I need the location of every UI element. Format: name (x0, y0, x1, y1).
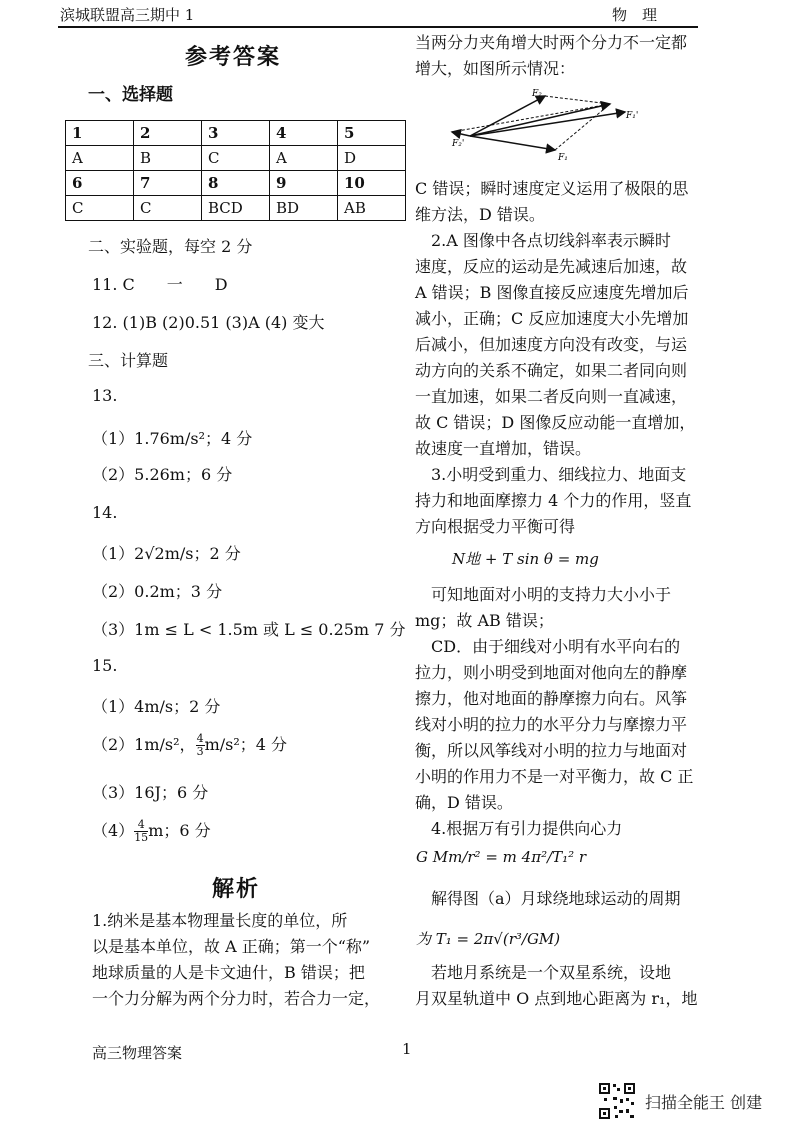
table-row (66, 171, 406, 196)
qr-code-icon (598, 1082, 636, 1120)
table-cell: 1 (66, 121, 134, 146)
q13-answer-2: （2）5.26m；6 分 (92, 465, 233, 484)
formula-gravitation: G Mm/r² = m 4π²/T₁² r (416, 848, 587, 866)
table-cell: 2 (134, 121, 202, 146)
table-cell: A (66, 146, 134, 171)
table-cell: BD (270, 196, 338, 221)
q15-answer-4-suffix: m；6 分 (148, 821, 211, 840)
right-analysis-1: C 错误；瞬时速度定义运用了极限的思 维方法，D 错误。 2.A 图像中各点切线斜率表示瞬时 速度，反应的运动是先减速后加速，故 A 错误；B 图像直接反应速度先增加后 减小，正确；C 反应加速度大小先增加 后减小，但加速度方向没有改变，与运 动方向的关系不确定，如果二者同向则 一直加速，如果二者反向则一直减速， 故 C 错误；D 图像反应动能一直增加， 故速度一直增加，错误。 3.小明受到重力、细线拉力、地面支 持力和地面摩擦力 4 个力的作用，竖直 方向根据受力平衡可得 (415, 179, 696, 536)
answer-q11: 11. C 一 D (92, 275, 228, 294)
fraction: $\frac{4}{15}$ (134, 818, 149, 844)
page-title: 参考答案 (185, 44, 282, 70)
q15-answer-2-suffix: m/s²；4 分 (204, 735, 288, 754)
table-row (66, 121, 406, 146)
right-analysis-2: 可知地面对小明的支持力大小小于 mg；故 AB 错误； CD．由于细线对小明有水平向右的 拉力，则小明受到地面对他向左的静摩 擦力，他对地面的静摩擦力向右。风筝 线对小明的拉力的水平分力与摩擦力平 衡，所以风筝线对小明的拉力与地面对 小明的作用力不是一对平衡力，故 C 正 确，D 错误。 4.根据万有引力提供向心力 (415, 585, 694, 838)
page-number: 1 (402, 1040, 412, 1058)
section-choice: 一、选择题 (88, 85, 173, 105)
table-cell: C (134, 196, 202, 221)
analysis-title: 解析 (212, 876, 261, 902)
q13-answer-1: （1）1.76m/s²；4 分 (92, 429, 253, 448)
dashed-line (545, 96, 610, 104)
footer-title: 高三物理答案 (92, 1044, 183, 1062)
section-calculation: 三、计算题 (88, 351, 169, 370)
q15-answer-2 (92, 732, 287, 758)
table-cell: C (202, 146, 270, 171)
label-f1: F₁ (558, 153, 568, 163)
label-f1p: F₁' (626, 111, 639, 121)
table-cell: 8 (202, 171, 270, 196)
label-f2p: F₂' (452, 139, 465, 149)
f2p-arrow (452, 132, 470, 136)
q13-number: 13. (92, 386, 118, 405)
formula-force-balance: N地 + T sin θ = mg (452, 550, 599, 568)
header-right: 物 理 (612, 6, 658, 24)
table-cell: 4 (270, 121, 338, 146)
table-cell: 6 (66, 171, 134, 196)
table-cell: 7 (134, 171, 202, 196)
table-cell: 3 (202, 121, 270, 146)
right-intro: 当两分力夹角增大时两个分力不一定都 增大，如图所示情况： (415, 33, 688, 78)
table-cell: A (270, 146, 338, 171)
resultant-arrow (470, 104, 610, 136)
table-cell: D (338, 146, 406, 171)
force-decomposition-diagram (450, 84, 660, 164)
table-cell: AB (338, 196, 406, 221)
table-cell: C (66, 196, 134, 221)
q14-answer-3: （3）1m ≤ L < 1.5m 或 L ≤ 0.25m 7 分 (92, 620, 406, 639)
header-left: 滨城联盟高三期中 1 (60, 6, 195, 24)
choice-answer-table (65, 120, 406, 221)
header-rule (58, 26, 698, 28)
f1-arrow (470, 136, 555, 150)
q15-answer-4-prefix: （4） (92, 821, 135, 840)
table-cell: 5 (338, 121, 406, 146)
table-row (66, 146, 406, 171)
q15-answer-1: （1）4m/s；2 分 (92, 697, 221, 716)
table-cell: B (134, 146, 202, 171)
q15-number: 15. (92, 656, 118, 675)
fraction: $\frac{4}{3}$ (196, 732, 204, 758)
section-experiment: 二、实验题，每空 2 分 (88, 237, 253, 256)
q14-answer-2: （2）0.2m；3 分 (92, 582, 223, 601)
right-analysis-3: 解得图（a）月球绕地球运动的周期 (415, 889, 681, 908)
q15-answer-3: （3）16J；6 分 (92, 783, 209, 802)
table-cell: 10 (338, 171, 406, 196)
q15-answer-4 (92, 818, 211, 844)
label-f2: F₂ (532, 89, 542, 99)
q14-answer-1: （1）2√2m/s；2 分 (92, 544, 241, 563)
table-cell: 9 (270, 171, 338, 196)
analysis-paragraph-1: 1.纳米是基本物理量长度的单位，所 以是基本单位，故 A 正确；第一个“称” 地球质量的人是卡文迪什，B 错误；把 一个力分解为两个分力时，若合力一定， (92, 911, 381, 1008)
table-cell: BCD (202, 196, 270, 221)
right-analysis-4: 若地月系统是一个双星系统，设地 月双星轨道中 O 点到地心距离为 r₁，地 (415, 963, 698, 1008)
q15-answer-2-prefix: （2）1m/s²， (92, 735, 196, 754)
table-row (66, 196, 406, 221)
answer-q12: 12. (1)B (2)0.51 (3)A (4) 变大 (92, 313, 325, 332)
q14-number: 14. (92, 503, 118, 522)
formula-period: 为 T₁ = 2π√(r³/GM) (416, 930, 561, 948)
scanner-watermark: 扫描全能王 创建 (645, 1093, 763, 1112)
